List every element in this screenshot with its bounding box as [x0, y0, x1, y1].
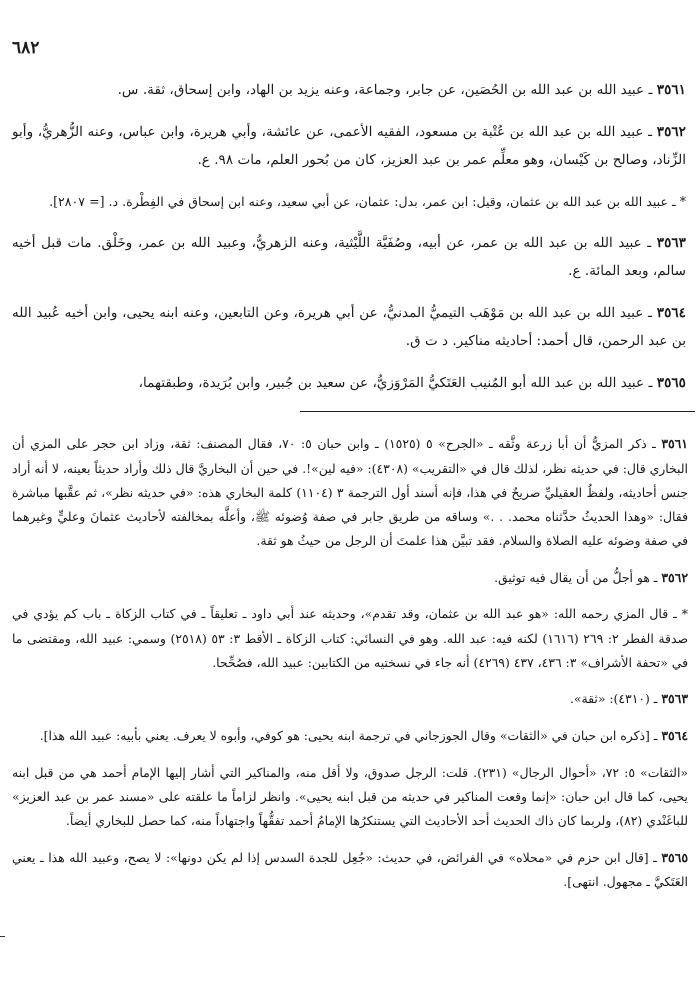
entry-starred	[12, 188, 686, 215]
footnote-text: ـ [قال ابن حزم في «محلاه» في الفرائض، في حديث: «جُعِل للجدة السدس إذا لم يكن دونها»: لا يصح، وعبيد الله هذا ـ يعني العَتَكيَّ ـ مجهول. انتهى].	[12, 849, 688, 889]
footnote-text: «الثقات» ٥: ٧٢، «أحوال الرجال» (٢٣١). قلت: الرجل صدوق، ولا أقل منه، والمناكير التي أشار إليها الإمام أحمد هي من قبل ابنه يحيى، كما قال ابن حبان: «إنما وقعت المناكير في حديثه من قبل ابنه يحيى». وانظر لزاماً ما علقته على «مسند عمر بن عبد العزيز» للباغَنْدي (٨٢)، ولربما كان ذاك الحديث أحد الأحاديث التي يستنكرُها الإمامُ أحمد تفقُّهاً واجتهاداً منه، كما حصل للبخاري أيضاً.	[12, 764, 688, 828]
footnote-divider	[300, 411, 695, 412]
footnote-3564-continued	[12, 761, 688, 834]
footnote-number: ٣٥٦٢	[661, 569, 688, 585]
entry-text: ـ عبيد الله بن عبد الله بن عُتْبة بن مسعود، الفقيه الأعمى، عن عائشة، وأبي هريرة، وابن عباس، وعنه الزُّهريُّ، وأبو الزِّناد، وصالح بن كَيْسان، وهو معلِّم عمر بن عبد العزيز، كان من بُحور العلم، مات ٩٨. ع.	[12, 123, 686, 168]
entry-number: ٣٥٦١	[656, 81, 686, 98]
entry-3562	[12, 118, 686, 174]
footnote-number: ٣٥٦٤	[661, 727, 688, 743]
margin-mark	[0, 936, 5, 937]
entry-text: ـ عبيد الله بن عبد الله بن عمر، عن أبيه، وصُفَيَّة اللَّيْثية، وعنه الزهريُّ، وعبيد الله بن عمر، وخَلْق. مات قبل أخيه سالم، وبعد المائة. ع.	[12, 234, 686, 279]
entry-3563	[12, 229, 686, 285]
footnote-text: ـ هو أجلُّ من أن يقال فيه توثيق.	[494, 569, 658, 585]
footnotes	[12, 420, 688, 895]
footnote-starred	[12, 602, 688, 675]
entry-number: ٣٥٦٢	[656, 123, 686, 140]
page-number: ٦٨٢	[12, 38, 40, 58]
footnote-text: * ـ قال المزي رحمه الله: «هو عبد الله بن عثمان، وقد تقدم»، وحديثه عند أبي داود ـ تعليقاً ـ في كتاب الزكاة ـ باب كم يؤدي في صدقة الفطر ٢: ٢٦٩ (١٦١٦) لكنه فيه: عبد الله. وهو في النسائي: كتاب الزكاة ـ الأقط ٣: ٥٣ (٢٥١٨) وسمي: عبيد الله، ومقتضى ما في «تحفة الأشراف» ٣: ٤٣٦، ٤٣٧ (٤٢٦٩) أنه جاء في نسختيه من الكتابين: عبيد الله، فصُحِّحا.	[12, 606, 688, 670]
footnote-number: ٣٥٦٥	[661, 849, 688, 865]
entry-text: * ـ عبيد الله بن عبد الله بن عثمان، وقيل: ابن عمر، بدل: عثمان، عن أبي سعيد، وعنه ابن إسحاق في الفِطْرة. د. [= ٢٨٠٧].	[49, 193, 686, 209]
footnote-3561	[12, 432, 688, 553]
entry-3565	[12, 369, 686, 397]
footnote-3564	[12, 724, 688, 748]
footnote-3565	[12, 846, 688, 894]
footnote-number: ٣٥٦٣	[661, 691, 688, 707]
entry-number: ٣٥٦٤	[656, 304, 686, 321]
footnote-number: ٣٥٦١	[661, 436, 688, 452]
entry-text: ـ عبيد الله بن عبد الله أبو المُنيب العَتَكيُّ المَرْوَزيُّ، عن سعيد بن جُبير، وابن بُرَيدة، وطبقتهما،	[138, 374, 653, 391]
entry-text: ـ عبيد الله بن عبد الله بن الحُصَين، عن جابر، وجماعة، وعنه يزيد بن الهاد، وابن إسحاق، ثقة. س.	[117, 81, 653, 98]
entry-3564	[12, 299, 686, 355]
entry-text: ـ عبيد الله بن عبد الله بن مَوْهَب التيميُّ المدنيُّ، عن أبي هريرة، وعن التابعين، وعنه ابنه يحيى، وابن أخيه عُبيد الله بن عبد الرحمن، قال أحمد: أحاديثه مناكير. د ت ق.	[12, 304, 686, 349]
footnote-text: ـ [ذكره ابن حبان في «الثقات» وقال الجوزجاني في ترجمة ابنه يحيى: هو كوفي، وأبوه لا يعرف. يعني بأبيه: عبيد الله هذا].	[39, 727, 658, 743]
entry-3561	[12, 76, 686, 104]
footnote-text: ـ (٤٣١٠): «ثقة».	[569, 691, 658, 707]
footnote-3562	[12, 566, 688, 590]
entry-number: ٣٥٦٣	[656, 234, 686, 251]
main-text	[12, 62, 686, 411]
entry-number: ٣٥٦٥	[656, 374, 686, 391]
footnote-text: ـ ذكر المزيُّ أن أبا زرعة وثَّقه ـ «الجرح» ٥ (١٥٢٥) ـ وابن حبان ٥: ٧٠، فقال المصنف: ثقة، وزاد ابن حجر على المزي أن البخاري قال: في حديثه نظر، لذلك قال في «التقريب» (٤٣٠٨): «فيه لين»!. في حين أن البخاريَّ قال ذلك وأراد حديثاً بعينه، لا أنه أراد جنس أحاديثه، ولفظُ العقيليِّ صريحٌ في هذا، فإنه أسند أول الترجمة ٣ (١١٠٤) كلمة البخاري هذه: «في حديثه نظر»، ثم عقَّبها مباشرة فقال: «وهذا الحديثُ حدَّثناه محمد. . .» وساقه من طريق جابر في صفة وُضوئه ﷺ، وأعلَّه بمخالفته لأحاديث عثمانَ وعليٍّ وغيرهما في صفة وضوئه عليه الصلاة والسلام. فقد تبيَّن هذا علمتَ أن الرجل من حيثُ هو ثقة.	[12, 436, 688, 549]
footnote-3563	[12, 687, 688, 711]
